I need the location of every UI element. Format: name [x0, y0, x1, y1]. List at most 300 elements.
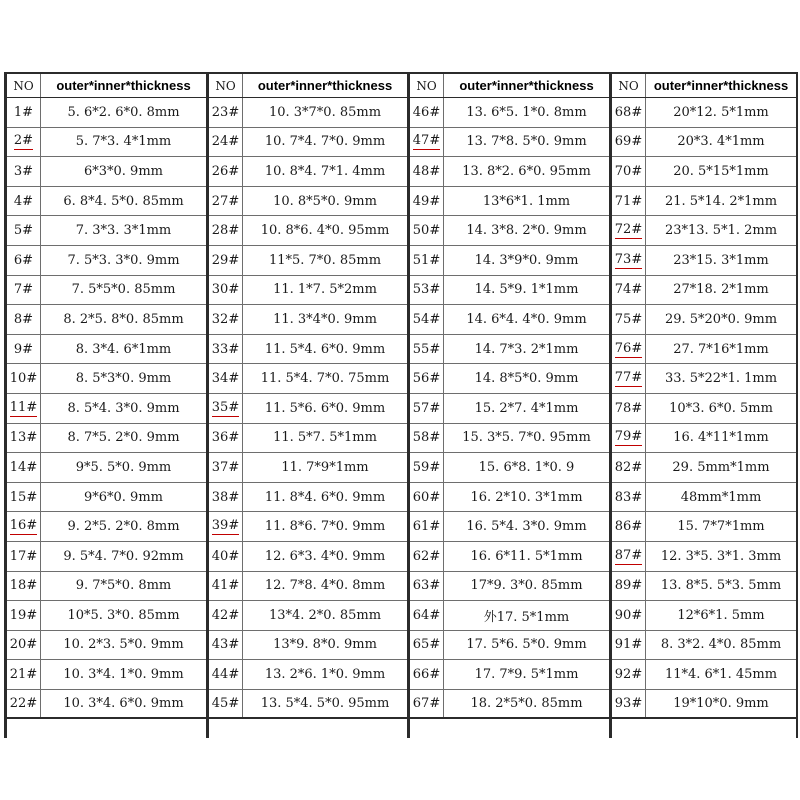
item-number — [7, 512, 41, 541]
item-number — [209, 98, 243, 127]
header-dimensions: outer*inner*thickness — [56, 78, 191, 93]
item-dimensions: 13*4. 2*0. 85mm — [268, 607, 382, 623]
table-row — [410, 424, 609, 454]
table-row — [209, 483, 407, 513]
table-row — [612, 364, 796, 394]
item-number — [410, 394, 444, 423]
table-row — [410, 364, 609, 394]
item-number — [7, 187, 41, 216]
item-number-text: 78# — [614, 400, 643, 416]
item-dimensions: 13. 7*8. 5*0. 9mm — [466, 134, 587, 150]
item-dimensions: 16. 2*10. 3*1mm — [470, 489, 583, 505]
item-dimensions: 13. 5*4. 5*0. 95mm — [260, 696, 390, 712]
table-row — [410, 128, 609, 158]
item-dimensions: 20*3. 4*1mm — [677, 134, 765, 150]
item-number — [7, 572, 41, 601]
item-number — [209, 157, 243, 186]
table-block-2 — [206, 72, 407, 738]
item-number-text: 72# — [614, 222, 643, 238]
table-row — [209, 424, 407, 454]
item-number-text: 86# — [614, 519, 643, 535]
item-dimensions: 12. 6*3. 4*0. 9mm — [264, 548, 386, 564]
item-dimensions: 10. 8*5*0. 9mm — [273, 193, 377, 209]
item-number — [7, 394, 41, 423]
item-number-text: 77# — [614, 370, 643, 386]
item-number-text: 19# — [9, 607, 38, 623]
item-number — [209, 690, 243, 718]
item-number — [410, 660, 444, 689]
item-dimensions: 14. 7*3. 2*1mm — [474, 341, 579, 357]
item-dimensions: 15. 7*7*1mm — [677, 519, 765, 535]
item-dimensions: 13. 8*2. 6*0. 95mm — [462, 163, 591, 179]
item-number — [209, 572, 243, 601]
table-row — [410, 631, 609, 661]
item-number — [612, 187, 646, 216]
table-row — [612, 631, 796, 661]
item-dimensions: 23*13. 5*1. 2mm — [664, 223, 778, 239]
item-number-text: 9# — [13, 341, 34, 357]
item-number — [410, 276, 444, 305]
table-row — [612, 98, 796, 128]
item-number — [612, 512, 646, 541]
table-block-4 — [609, 72, 798, 738]
item-dimensions: 13*6*1. 1mm — [482, 193, 571, 209]
item-dimensions: 33. 5*22*1. 1mm — [664, 371, 778, 387]
item-number-text: 42# — [211, 607, 240, 623]
table-row — [612, 246, 796, 276]
item-number-text: 1# — [13, 104, 34, 120]
item-number — [612, 424, 646, 453]
item-number — [410, 424, 444, 453]
item-number-text: 18# — [9, 578, 38, 594]
item-number — [209, 424, 243, 453]
item-number — [209, 512, 243, 541]
table-row — [612, 512, 796, 542]
item-number-text: 26# — [211, 163, 240, 179]
item-number-text: 82# — [614, 459, 643, 475]
item-dimensions: 11*5. 7*0. 85mm — [268, 252, 382, 268]
item-number-text: 53# — [412, 282, 441, 298]
table-row — [209, 631, 407, 661]
item-number — [410, 601, 444, 630]
item-number-text: 49# — [412, 193, 441, 209]
item-number — [410, 335, 444, 364]
item-dimensions: 15. 6*8. 1*0. 9 — [478, 459, 575, 475]
item-number — [7, 483, 41, 512]
table-row — [612, 483, 796, 513]
table-row — [7, 542, 206, 572]
item-dimensions: 15. 3*5. 7*0. 95mm — [462, 430, 591, 446]
item-dimensions: 18. 2*5*0. 85mm — [470, 696, 583, 712]
item-dimensions: 9. 5*4. 7*0. 92mm — [63, 548, 184, 564]
table-row — [7, 631, 206, 661]
item-number — [7, 128, 41, 157]
item-number-text: 76# — [614, 340, 643, 356]
item-dimensions: 11. 5*7. 5*1mm — [273, 430, 377, 446]
item-number-text: 34# — [211, 371, 240, 387]
table-row — [7, 690, 206, 720]
item-number — [209, 660, 243, 689]
item-dimensions: 11. 5*6. 6*0. 9mm — [264, 400, 386, 416]
item-number-text: 69# — [614, 134, 643, 150]
item-number — [612, 276, 646, 305]
item-number — [410, 246, 444, 275]
item-dimensions: 10. 8*6. 4*0. 95mm — [260, 223, 390, 239]
item-number-text: 64# — [412, 607, 441, 623]
item-dimensions: 8. 3*4. 6*1mm — [75, 341, 172, 357]
item-number — [7, 246, 41, 275]
table-row — [410, 305, 609, 335]
item-number — [612, 128, 646, 157]
item-number — [7, 276, 41, 305]
table-row — [209, 364, 407, 394]
item-number-text: 74# — [614, 282, 643, 298]
item-number — [209, 483, 243, 512]
item-dimensions: 10. 3*4. 1*0. 9mm — [63, 667, 184, 683]
item-dimensions: 11. 5*4. 7*0. 75mm — [260, 371, 390, 387]
item-dimensions: 12. 3*5. 3*1. 3mm — [660, 548, 782, 564]
item-number — [612, 453, 646, 482]
item-number-text: 61# — [412, 519, 441, 535]
item-number — [612, 542, 646, 571]
item-number-text: 93# — [614, 696, 643, 712]
item-number-text: 27# — [211, 193, 240, 209]
table-row — [209, 512, 407, 542]
item-number-text: 44# — [211, 667, 240, 683]
item-number-text: 2# — [13, 133, 34, 149]
item-number-text: 13# — [9, 430, 38, 446]
item-dimensions: 外17. 5*1mm — [483, 609, 570, 625]
item-number-text: 39# — [211, 518, 240, 534]
item-dimensions: 11. 1*7. 5*2mm — [273, 282, 377, 298]
item-number-text: 33# — [211, 341, 240, 357]
item-number-text: 43# — [211, 637, 240, 653]
item-number — [209, 364, 243, 393]
table-row — [410, 542, 609, 572]
header-no: NO — [7, 74, 41, 97]
item-number — [209, 128, 243, 157]
header-no: NO — [410, 74, 444, 97]
item-number-text: 17# — [9, 548, 38, 564]
item-number — [7, 335, 41, 364]
item-dimensions: 13. 2*6. 1*0. 9mm — [264, 667, 386, 683]
item-number — [209, 187, 243, 216]
header-no: NO — [612, 74, 646, 97]
item-dimensions: 5. 7*3. 4*1mm — [75, 134, 172, 150]
table-row — [410, 453, 609, 483]
item-dimensions: 29. 5*20*0. 9mm — [664, 311, 778, 327]
item-dimensions: 9*5. 5*0. 9mm — [75, 459, 172, 475]
table-row — [612, 453, 796, 483]
item-dimensions: 20*12. 5*1mm — [673, 104, 769, 120]
table-row — [7, 512, 206, 542]
table-row — [612, 157, 796, 187]
item-number — [209, 394, 243, 423]
item-number — [7, 690, 41, 718]
table-row — [410, 157, 609, 187]
item-number-text: 45# — [211, 696, 240, 712]
table-row — [7, 157, 206, 187]
table-row — [612, 601, 796, 631]
item-number — [612, 660, 646, 689]
item-number — [209, 542, 243, 571]
item-dimensions: 23*15. 3*1mm — [673, 252, 769, 268]
table-row — [7, 453, 206, 483]
table-row — [209, 246, 407, 276]
table-row — [410, 660, 609, 690]
table-row — [612, 128, 796, 158]
table-row — [410, 512, 609, 542]
item-number-text: 75# — [614, 311, 643, 327]
item-number-text: 60# — [412, 489, 441, 505]
item-number-text: 56# — [412, 371, 441, 387]
item-number — [410, 187, 444, 216]
item-number — [7, 631, 41, 660]
item-number-text: 20# — [9, 637, 38, 653]
item-dimensions: 16. 5*4. 3*0. 9mm — [466, 519, 587, 535]
item-number — [7, 364, 41, 393]
item-dimensions: 13. 8*5. 5*3. 5mm — [660, 578, 782, 594]
table-header-row — [410, 72, 609, 98]
item-dimensions: 11. 7*9*1mm — [281, 459, 369, 475]
item-number — [7, 453, 41, 482]
item-number-text: 10# — [9, 371, 38, 387]
table-row — [612, 335, 796, 365]
table-row — [410, 216, 609, 246]
table-row — [7, 601, 206, 631]
table-row — [209, 601, 407, 631]
item-dimensions: 6. 8*4. 5*0. 85mm — [63, 193, 184, 209]
item-number-text: 48# — [412, 163, 441, 179]
table-row — [7, 394, 206, 424]
item-number-text: 63# — [412, 578, 441, 594]
item-number — [410, 483, 444, 512]
item-dimensions: 11. 3*4*0. 9mm — [273, 311, 377, 327]
item-dimensions: 11. 5*4. 6*0. 9mm — [264, 341, 386, 357]
item-dimensions: 10. 7*4. 7*0. 9mm — [264, 134, 386, 150]
table-row — [410, 572, 609, 602]
item-dimensions: 14. 3*8. 2*0. 9mm — [466, 223, 587, 239]
item-number — [410, 512, 444, 541]
table-row — [7, 276, 206, 306]
item-number — [7, 424, 41, 453]
table-row — [410, 187, 609, 217]
table-row — [612, 424, 796, 454]
item-number-text: 65# — [412, 637, 441, 653]
table-row — [410, 394, 609, 424]
table-row — [209, 453, 407, 483]
item-number-text: 54# — [412, 311, 441, 327]
item-number-text: 5# — [13, 223, 34, 239]
table-row — [410, 483, 609, 513]
item-number-text: 66# — [412, 667, 441, 683]
item-dimensions: 11. 8*6. 7*0. 9mm — [264, 519, 386, 535]
table-row — [612, 305, 796, 335]
item-number-text: 55# — [412, 341, 441, 357]
table-row — [612, 572, 796, 602]
item-dimensions: 7. 5*5*0. 85mm — [71, 282, 176, 298]
item-number-text: 89# — [614, 578, 643, 594]
item-dimensions: 14. 5*9. 1*1mm — [474, 282, 579, 298]
table-row — [209, 276, 407, 306]
item-number — [612, 98, 646, 127]
table-row — [612, 690, 796, 720]
item-number-text: 11# — [9, 399, 38, 415]
item-dimensions: 9. 7*5*0. 8mm — [75, 578, 172, 594]
item-number — [612, 572, 646, 601]
item-number — [612, 335, 646, 364]
item-dimensions: 8. 7*5. 2*0. 9mm — [67, 430, 180, 446]
table-row — [7, 364, 206, 394]
item-number-text: 29# — [211, 252, 240, 268]
item-number — [410, 631, 444, 660]
table-header-row — [209, 72, 407, 98]
table-row — [7, 246, 206, 276]
item-dimensions: 7. 3*3. 3*1mm — [75, 223, 172, 239]
item-number-text: 87# — [614, 547, 643, 563]
item-number-text: 71# — [614, 193, 643, 209]
item-number-text: 4# — [13, 193, 34, 209]
table-row — [7, 335, 206, 365]
table-row — [7, 187, 206, 217]
item-dimensions: 10. 8*4. 7*1. 4mm — [264, 163, 386, 179]
item-number — [612, 690, 646, 718]
item-number-text: 47# — [412, 133, 441, 149]
table-row — [7, 483, 206, 513]
item-number-text: 41# — [211, 578, 240, 594]
item-number-text: 68# — [614, 104, 643, 120]
table-row — [7, 128, 206, 158]
item-number — [209, 601, 243, 630]
item-dimensions: 17*9. 3*0. 85mm — [470, 578, 583, 594]
item-number — [410, 157, 444, 186]
item-dimensions: 11. 8*4. 6*0. 9mm — [264, 489, 386, 505]
table-row — [612, 394, 796, 424]
item-number-text: 67# — [412, 696, 441, 712]
item-number-text: 37# — [211, 459, 240, 475]
item-number — [410, 216, 444, 245]
table-row — [209, 216, 407, 246]
table-row — [612, 276, 796, 306]
table-row — [209, 157, 407, 187]
table-row — [410, 246, 609, 276]
item-dimensions: 10. 3*7*0. 85mm — [268, 104, 382, 120]
item-number — [410, 364, 444, 393]
item-number-text: 16# — [9, 518, 38, 534]
item-dimensions: 17. 5*6. 5*0. 9mm — [466, 637, 587, 653]
item-number-text: 73# — [614, 251, 643, 267]
item-dimensions: 10*5. 3*0. 85mm — [67, 607, 180, 623]
header-dimensions: outer*inner*thickness — [257, 78, 393, 93]
item-dimensions: 27. 7*16*1mm — [673, 341, 769, 357]
item-dimensions: 10. 2*3. 5*0. 9mm — [63, 637, 184, 653]
item-dimensions: 12*6*1. 5mm — [677, 607, 765, 623]
header-no: NO — [209, 74, 243, 97]
item-number-text: 30# — [211, 282, 240, 298]
item-number-text: 6# — [13, 252, 34, 268]
table-row — [7, 305, 206, 335]
table-row — [209, 394, 407, 424]
item-number-text: 57# — [412, 400, 441, 416]
item-number — [209, 276, 243, 305]
table-row — [612, 660, 796, 690]
item-dimensions: 10. 3*4. 6*0. 9mm — [63, 696, 184, 712]
table-row — [7, 424, 206, 454]
item-dimensions: 8. 5*4. 3*0. 9mm — [67, 400, 180, 416]
table-row — [209, 542, 407, 572]
item-dimensions: 13*9. 8*0. 9mm — [273, 637, 377, 653]
table-row — [209, 305, 407, 335]
item-number — [612, 394, 646, 423]
item-dimensions: 20. 5*15*1mm — [673, 163, 769, 179]
item-number — [7, 660, 41, 689]
item-number — [612, 631, 646, 660]
table-row — [209, 690, 407, 720]
item-number — [410, 542, 444, 571]
item-dimensions: 8. 2*5. 8*0. 85mm — [63, 311, 184, 327]
item-number-text: 23# — [211, 104, 240, 120]
item-number-text: 21# — [9, 667, 38, 683]
item-number — [410, 690, 444, 718]
table-row — [410, 276, 609, 306]
item-number — [612, 216, 646, 245]
table-row — [209, 187, 407, 217]
item-number — [410, 453, 444, 482]
item-dimensions: 15. 2*7. 4*1mm — [474, 400, 579, 416]
item-dimensions: 19*10*0. 9mm — [673, 696, 769, 712]
table-row — [410, 601, 609, 631]
item-dimensions: 10*3. 6*0. 5mm — [669, 400, 773, 416]
item-number — [612, 246, 646, 275]
item-dimensions: 12. 7*8. 4*0. 8mm — [264, 578, 386, 594]
item-number-text: 32# — [211, 311, 240, 327]
item-number — [7, 216, 41, 245]
item-dimensions: 9*6*0. 9mm — [83, 489, 163, 505]
table-row — [410, 690, 609, 720]
item-number — [209, 305, 243, 334]
table-header-row — [612, 72, 796, 98]
item-dimensions: 16. 6*11. 5*1mm — [470, 548, 583, 564]
item-number-text: 58# — [412, 430, 441, 446]
item-dimensions: 21. 5*14. 2*1mm — [664, 193, 778, 209]
table-row — [209, 572, 407, 602]
item-number-text: 90# — [614, 607, 643, 623]
item-number-text: 62# — [412, 548, 441, 564]
item-number — [7, 542, 41, 571]
item-number-text: 7# — [13, 282, 34, 298]
item-number-text: 8# — [13, 311, 34, 327]
item-number-text: 35# — [211, 399, 240, 415]
item-number-text: 22# — [9, 696, 38, 712]
item-number-text: 46# — [412, 104, 441, 120]
item-dimensions: 16. 4*11*1mm — [673, 430, 769, 446]
item-number-text: 50# — [412, 223, 441, 239]
item-number — [612, 483, 646, 512]
item-dimensions: 13. 6*5. 1*0. 8mm — [466, 104, 587, 120]
table-row — [209, 128, 407, 158]
header-dimensions: outer*inner*thickness — [653, 78, 789, 93]
item-dimensions: 17. 7*9. 5*1mm — [474, 667, 579, 683]
item-number-text: 83# — [614, 489, 643, 505]
table-row — [7, 98, 206, 128]
item-number-text: 92# — [614, 667, 643, 683]
size-table — [4, 72, 798, 738]
item-number — [612, 305, 646, 334]
item-dimensions: 14. 6*4. 4*0. 9mm — [466, 311, 587, 327]
item-number — [209, 631, 243, 660]
table-row — [410, 335, 609, 365]
item-dimensions: 14. 3*9*0. 9mm — [474, 252, 579, 268]
